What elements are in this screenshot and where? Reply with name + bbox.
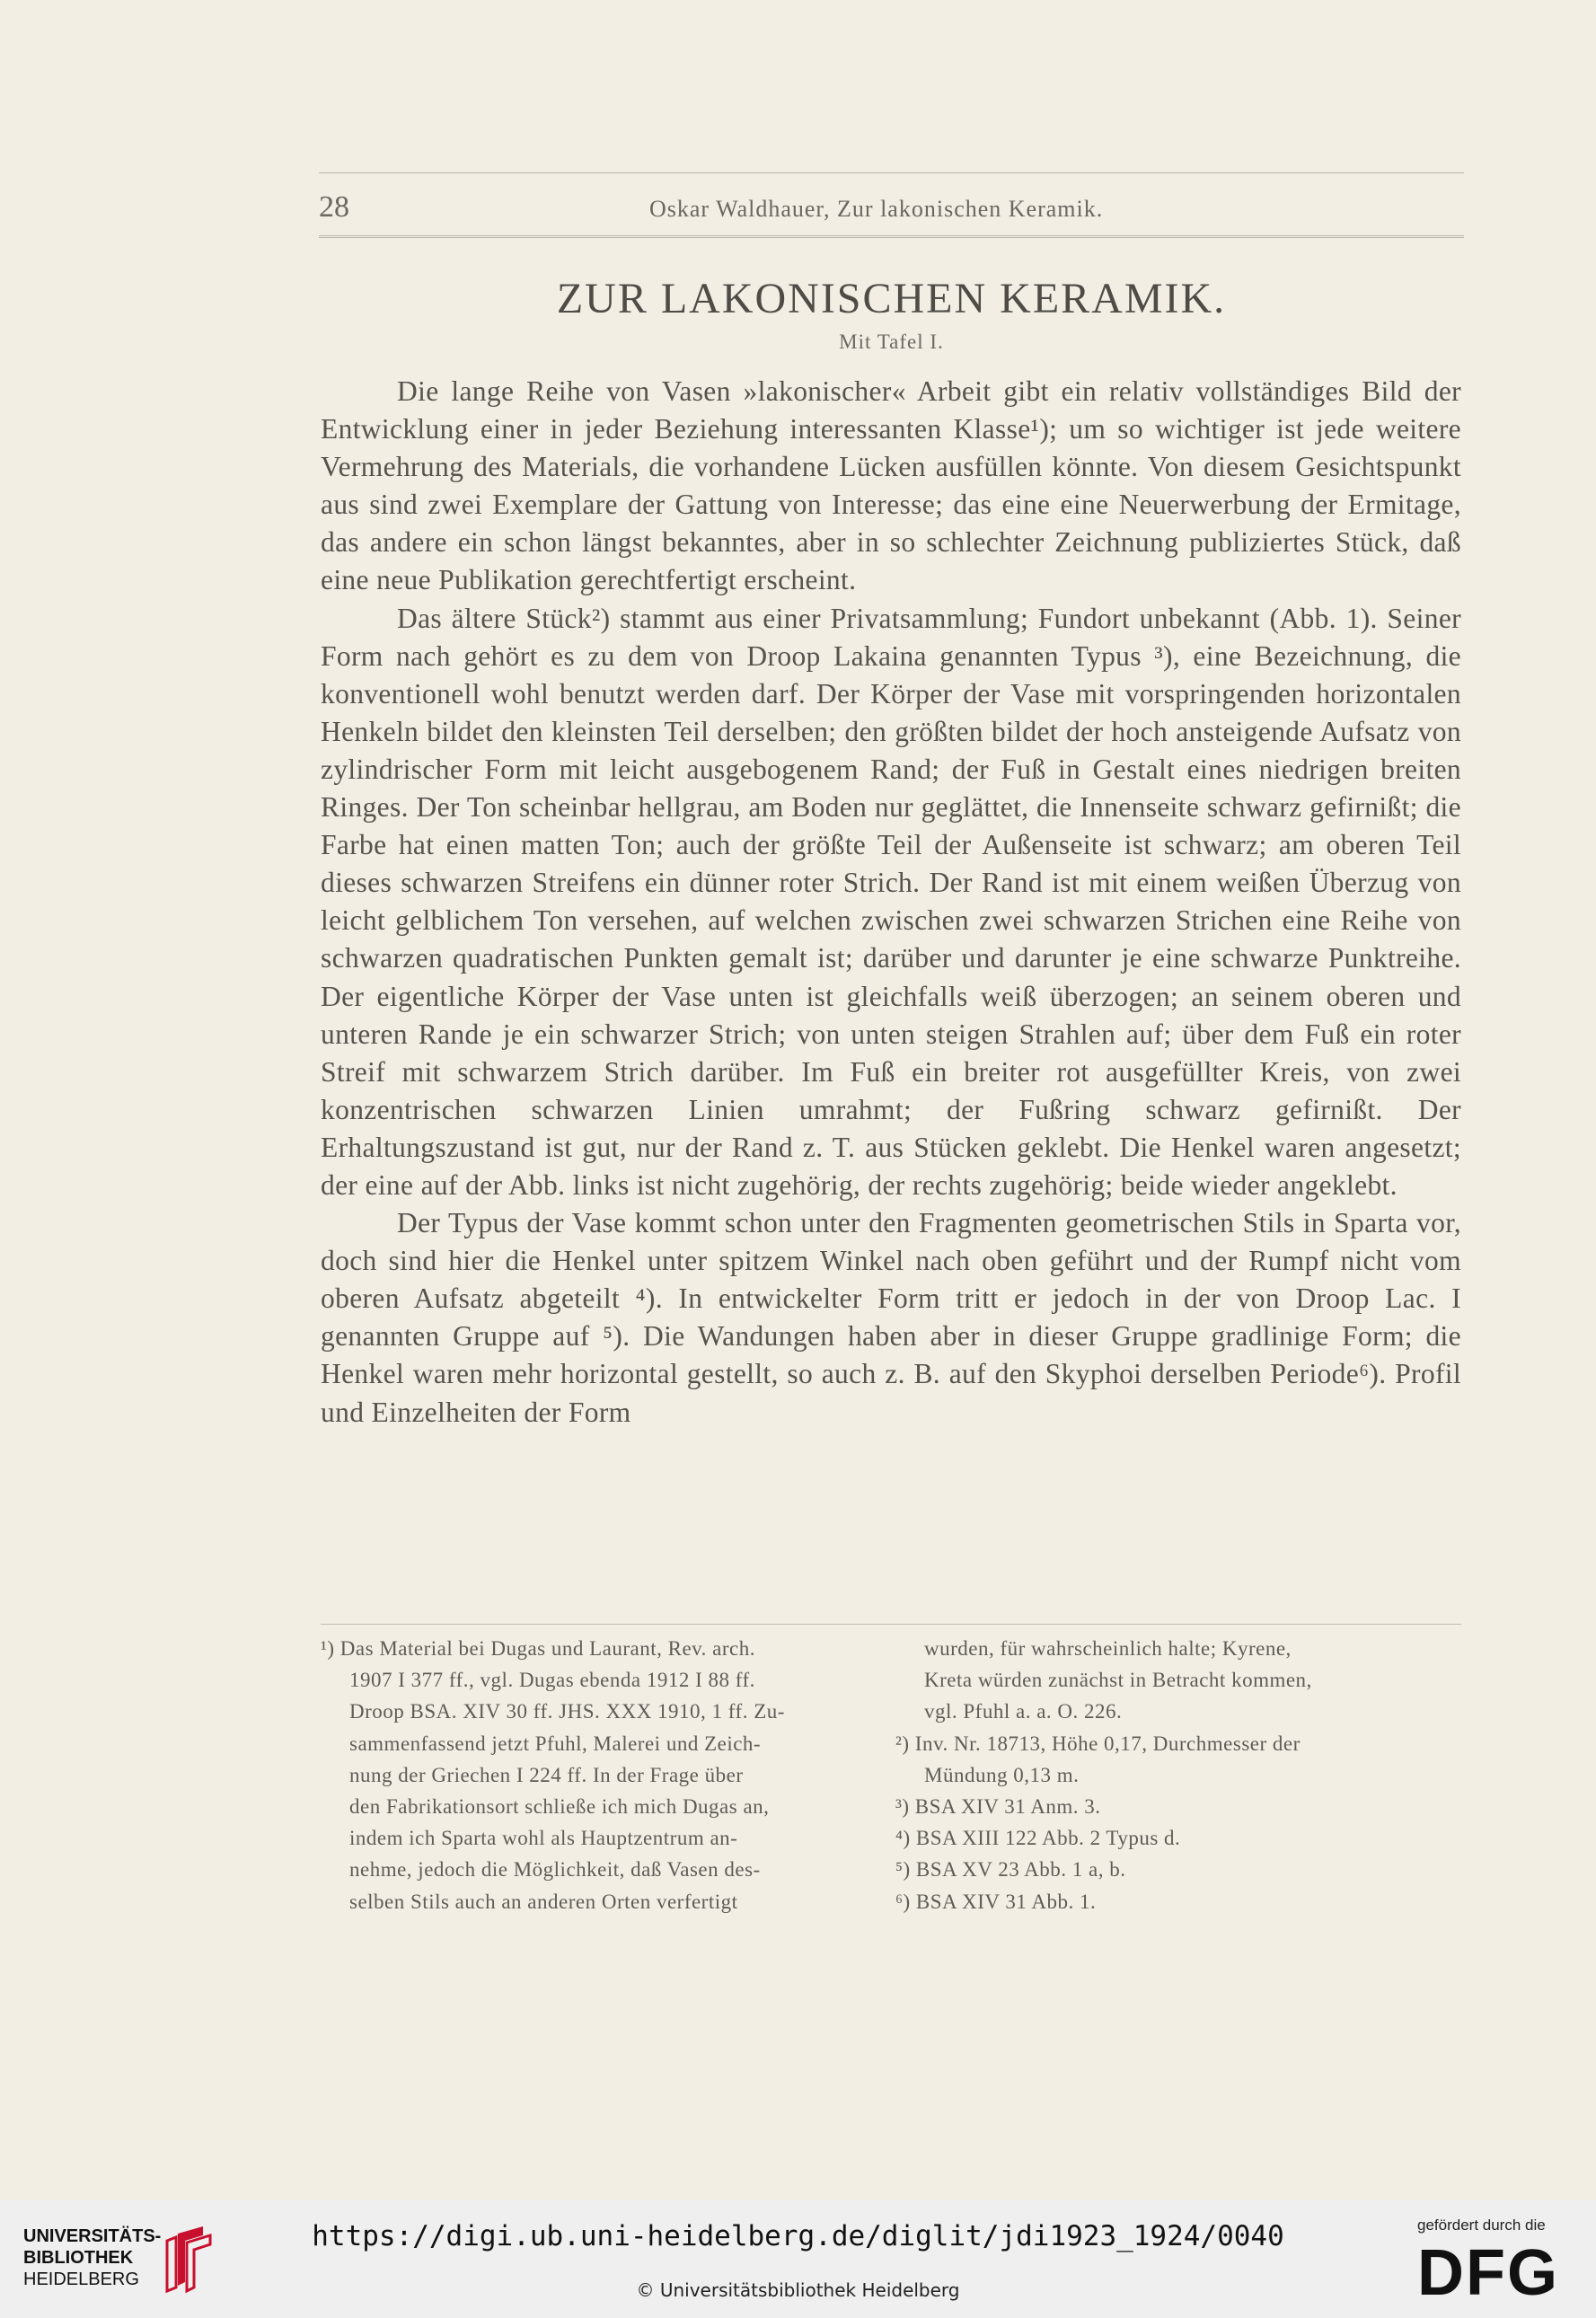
running-title: Oskar Waldhauer, Zur lakonischen Keramik. bbox=[649, 196, 1104, 222]
paragraph-3: Der Typus der Vase kommt schon unter den Fragmenten geometrischen Stils in Sparta vor, doch sind hier die Henkel unter spitzem Winkel nach oben geführt und der Rumpf nicht vom oberen Aufsatz abgeteilt ⁴). In entwickelter Form tritt er jedoch in der von Droop Lac. I genannten Gruppe auf ⁵). Die Wandungen haben aber in dieser Gruppe gradlinige Form; die Henkel waren mehr horizontal gestellt, so auch z. B. auf den Skyphoi derselben Periode⁶). Profil und Einzelheiten der Form bbox=[321, 1207, 1461, 1428]
footnote-line: wurden, für wahrscheinlich halte; Kyrene, bbox=[924, 1637, 1292, 1660]
article-title: ZUR LAKONISCHEN KERAMIK. bbox=[556, 275, 1227, 322]
footnote-line: 1907 I 377 ff., vgl. Dugas ebenda 1912 I 88 ff. bbox=[349, 1669, 755, 1692]
footnote-line: Mündung 0,13 m. bbox=[924, 1763, 1080, 1786]
footnote-line: ²) Inv. Nr. 18713, Höhe 0,17, Durchmesser der bbox=[895, 1732, 1301, 1755]
footnote-line: ⁴) BSA XIII 122 Abb. 2 Typus d. bbox=[895, 1827, 1181, 1850]
footnote-rule bbox=[321, 1624, 1461, 1625]
permalink-url[interactable]: https://digi.ub.uni-heidelberg.de/diglit/jdi1923_1924/0040 bbox=[312, 2220, 1284, 2252]
footnote-line: sammenfassend jetzt Pfuhl, Malerei und Zeich- bbox=[349, 1732, 762, 1755]
library-name-line: UNIVERSITÄTS- bbox=[23, 2226, 162, 2246]
footnote-line: ⁶) BSA XIV 31 Abb. 1. bbox=[895, 1890, 1097, 1913]
footnote-line: Kreta würden zunächst in Betracht kommen, bbox=[924, 1669, 1312, 1692]
footnote-line: nehme, jedoch die Möglichkeit, daß Vasen des- bbox=[349, 1858, 761, 1882]
footnote-line: Droop BSA. XIV 30 ff. JHS. XXX 1910, 1 ff. Zu- bbox=[349, 1700, 785, 1723]
footnote-line: indem ich Sparta wohl als Hauptzentrum an- bbox=[349, 1827, 738, 1850]
funding-label: gefördert durch die bbox=[1417, 2217, 1546, 2234]
running-header bbox=[319, 190, 1464, 226]
dfg-logo[interactable]: DFG bbox=[1417, 2237, 1559, 2309]
footnote-line: ⁵) BSA XV 23 Abb. 1 a, b. bbox=[895, 1858, 1126, 1882]
footnote-line: nung der Griechen I 224 ff. In der Frage über bbox=[349, 1763, 744, 1786]
footnote-line: den Fabrikationsort schließe ich mich Dugas an, bbox=[349, 1795, 770, 1819]
copyright-notice: © Universitätsbibliothek Heidelberg bbox=[636, 2279, 960, 2301]
top-rule bbox=[319, 172, 1464, 173]
library-name-line: BIBLIOTHEK bbox=[23, 2248, 134, 2268]
library-name-line: HEIDELBERG bbox=[23, 2270, 139, 2289]
footnote-line: ¹) Das Material bei Dugas und Laurant, Rev. arch. bbox=[321, 1637, 755, 1660]
footnote-line: selben Stils auch an anderen Orten verfertigt bbox=[349, 1890, 738, 1913]
footnote-line: ³) BSA XIV 31 Anm. 3. bbox=[895, 1795, 1101, 1819]
footnote-line: vgl. Pfuhl a. a. O. 226. bbox=[924, 1700, 1123, 1723]
footnotes-left-column bbox=[321, 1633, 877, 1917]
article-body bbox=[321, 373, 1461, 1432]
header-rule bbox=[319, 235, 1464, 238]
page-number: 28 bbox=[319, 190, 349, 224]
paragraph-2: Das ältere Stück²) stammt aus einer Privatsammlung; Fundort unbekannt (Abb. 1). Seiner Form nach gehört es zu dem von Droop Lakaina genannten Typus ³), eine Bezeichnung, die konventionell wohl benutzt werden darf. Der Körper der Vase mit vorspringenden horizontalen Henkeln bildet den kleinsten Teil derselben; den größten bildet der hoch ansteigende Aufsatz von zylindrischer Form mit leicht ausgebogenem Rand; der Fuß in Gestalt eines niedrigen breiten Ringes. Der Ton scheinbar hellgrau, am Boden nur geglättet, die Innenseite schwarz gefirnißt; die Farbe hat einen matten Ton; auch der größte Teil der Außenseite ist schwarz; am oberen Teil dieses schwarzen Streifens ein dünner roter Strich. Der Rand ist mit einem weißen Überzug von leicht gelblichem Ton versehen, auf welchen zwischen zwei schwarzen Strichen eine Reihe von schwarzen quadratischen Punkten gemalt ist; darüber und darunter je eine schwarze Punktreihe. Der eigentliche Körper der Vase unten ist gleichfalls weiß überzogen; an seinem oberen und unteren Rande je ein schwarzer Strich; von unten steigen Strahlen auf; über dem Fuß ein roter Streif mit schwarzem Strich darüber. Im Fuß ein breiter rot ausgefüllter Kreis, von zwei konzentrischen schwarzen Linien umrahmt; der Fußring schwarz gefirnißt. Der Erhaltungszustand ist gut, nur der Rand z. T. aus Stücken geklebt. Die Henkel waren angesetzt; der eine auf der Abb. links ist nicht zugehörig, der rechts zugehörig; beide wieder angeklebt. bbox=[321, 602, 1461, 1201]
article-subtitle: Mit Tafel I. bbox=[839, 331, 944, 353]
footnotes-right-column bbox=[895, 1633, 1461, 1917]
paragraph-1: Die lange Reihe von Vasen »lakonischer« Arbeit gibt ein relativ vollständiges Bild der Entwicklung einer in jeder Beziehung interessanten Klasse¹); um so wichtiger ist jede weitere Vermehrung des Materials, die vorhandene Lücken ausfüllen könnte. Von diesem Gesichtspunkt aus sind zwei Exemplare der Gattung von Interesse; das eine eine Neuerwerbung der Ermitage, das andere ein schon längst bekanntes, aber in so schlechter Zeichnung publiziertes Stück, daß eine neue Publikation gerechtfertigt erscheint. bbox=[321, 375, 1461, 596]
